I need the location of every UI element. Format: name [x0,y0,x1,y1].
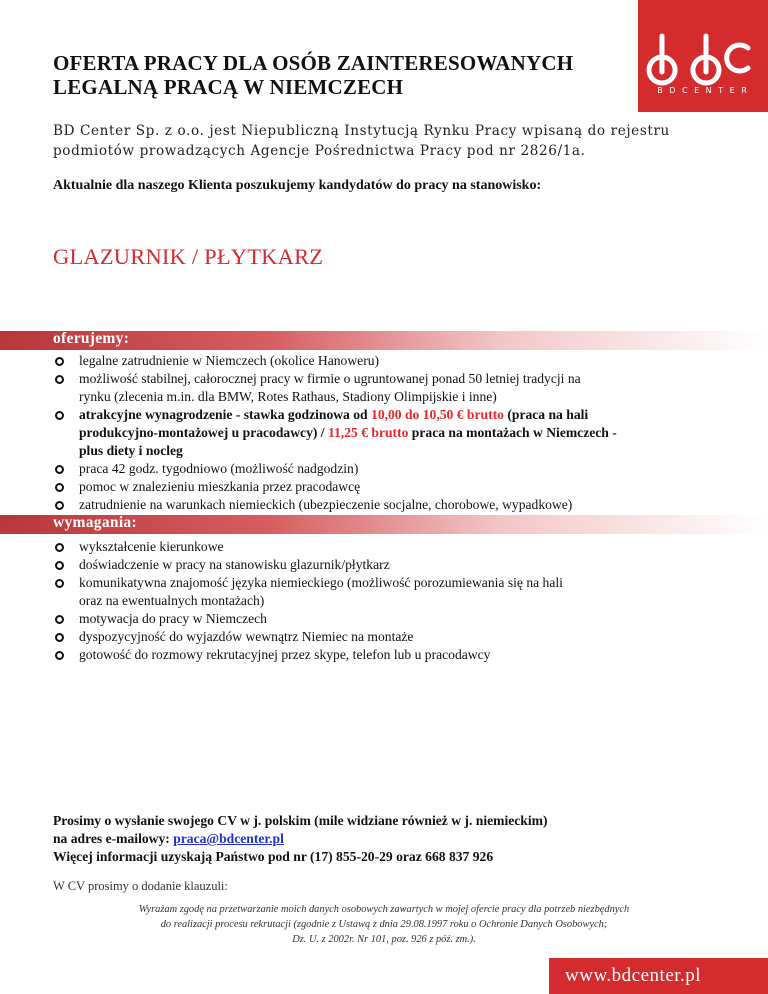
requirements-section-header [0,515,768,534]
list-item: atrakcyjne wynagrodzenie - stawka godzinowa od 10,00 do 10,50 € brutto (praca na hali produkcyjno-montażowej u pracodawcy) / 11,25 € brutto praca na montażach w Niemczech - plus diety i nocleg [53,406,743,460]
clause-line-2: do realizacji procesu rekrutacji (zgodnie z Ustawą z dnia 29.08.1997 roku o Ochronie Danych Osobowych; [160,919,608,930]
offer-heading: oferujemy: [53,330,130,347]
list-item: komunikatywna znajomość języka niemieckiego (możliwość porozumiewania się na hali oraz na ewentualnych montażach) [53,574,743,610]
page-title [53,51,623,99]
bullet-icon [55,465,64,474]
bullet-icon [55,483,64,492]
list-item: praca 42 godz. tygodniowo (możliwość nadgodzin) [53,460,743,478]
intro-line-1: BD Center Sp. z o.o. jest Niepubliczną Instytucją Rynku Pracy wpisaną do rejestru [53,123,670,139]
clause-line-1: Wyrażam zgodę na przetwarzanie moich danych osobowych zawartych w mojej ofercie pracy dla potrzeb niezbędnych [138,904,630,915]
email-link[interactable]: praca@bdcenter.pl [173,831,284,846]
hourly-rate: 10,00 do 10,50 € brutto [371,407,504,422]
contact-info [53,812,753,866]
clause-lead: W CV prosimy o dodanie klauzuli: [53,879,228,893]
list-item: pomoc w znalezieniu mieszkania przez pracodawcę [53,478,743,496]
bullet-icon [55,543,64,552]
footer-banner [549,958,768,994]
bullet-icon [55,579,64,588]
list-item: możliwość stabilnej, całorocznej pracy w firmie o ugruntowanej ponad 50 letniej tradycji na rynku (zlecenia m.in. dla BMW, Rotes Rathaus, Stadiony Olimpijskie i inne) [53,370,743,406]
offer-list [53,352,743,514]
list-item: zatrudnienie na warunkach niemieckich (ubezpieczenie socjalne, chorobowe, wypadkowe) [53,496,743,514]
job-title: GLAZURNIK / PŁYTKARZ [53,244,324,269]
list-item: dyspozycyjność do wyjazdów wewnątrz Niemiec na montaże [53,628,743,646]
bullet-icon [55,561,64,570]
bullet-icon [55,411,64,420]
bdc-logo-icon [638,0,768,112]
clause-line-3: Dz. U. z 2002r. Nr 101, poz. 926 z póź. zm.). [292,934,476,945]
list-item: doświadczenie w pracy na stanowisku glazurnik/płytkarz [53,556,743,574]
title-line-2: LEGALNĄ PRACĄ W NIEMCZECH [53,75,404,99]
contact-line-1: Prosimy o wysłanie swojego CV w j. polskim (mile widziane również w j. niemieckim) [53,813,548,828]
bullet-icon [55,651,64,660]
intro-text [53,121,713,161]
list-item: motywacja do pracy w Niemczech [53,610,743,628]
intro-line-2: podmiotów prowadzących Agencje Pośrednictwa Pracy pod nr 2826/1a. [53,143,586,159]
contact-line-2: na adres e-mailowy: praca@bdcenter.pl [53,831,284,846]
requirements-heading: wymagania: [53,514,137,531]
mounting-rate: 11,25 € brutto [327,425,409,440]
lead-text: Aktualnie dla naszego Klienta poszukujemy kandydatów do pracy na stanowisko: [53,178,542,193]
website-link[interactable]: www.bdcenter.pl [565,965,702,986]
requirements-list [53,538,743,664]
list-item: wykształcenie kierunkowe [53,538,743,556]
list-item: legalne zatrudnienie w Niemczech (okolice Hanoweru) [53,352,743,370]
bullet-icon [55,615,64,624]
bullet-icon [55,501,64,510]
bullet-icon [55,633,64,642]
title-line-1: OFERTA PRACY DLA OSÓB ZAINTERESOWANYCH [53,51,574,75]
bullet-icon [55,357,64,366]
bullet-icon [55,375,64,384]
list-item: gotowość do rozmowy rekrutacyjnej przez skype, telefon lub u pracodawcy [53,646,743,664]
logo-subtext: B D C E N T E R [657,86,749,95]
offer-section-header [0,331,768,350]
bd-center-logo [638,0,768,112]
contact-line-3: Więcej informacji uzyskają Państwo pod nr (17) 855-20-29 oraz 668 837 926 [53,849,494,864]
gdpr-clause [53,902,715,947]
